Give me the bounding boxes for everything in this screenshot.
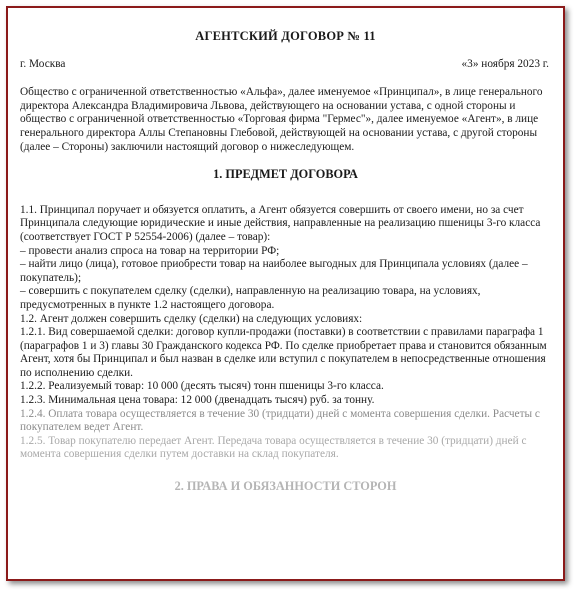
list-item-make-deal: – совершить с покупателем сделку (сделки), направленную на реализацию товара, на условиях, предусмотренных в пункте 1.2 настоящего договора. [20,285,481,311]
paragraph-1-2-3: 1.2.3. Минимальная цена товара: 12 000 (двенадцать тысяч) руб. за тонну. [20,394,375,407]
paragraph-1-2-5: 1.2.5. Товар покупателю передает Агент. Передача товара осуществляется в течение 30 (тридцати) дней с момента совершения сделки путем доставки на склад покупателя. [20,434,527,461]
section-1-title: 1. ПРЕДМЕТ ДОГОВОРА [213,167,358,182]
city-label: г. Москва [20,57,66,70]
list-item-find-buyer: – найти лицо (лица), готовое приобрести товар на наиболее выгодных для Принципала условиях (далее – покупатель); [20,258,528,284]
date-label: «3» ноября 2023 г. [461,57,549,70]
paragraph-1-2-1: 1.2.1. Вид совершаемой сделки: договор купли-продажи (поставки) в соответствии с правилами параграфа 1 (параграфов 1 и 3) главы 30 Гражданского кодекса РФ. По сделке приобретает права и становится обязанным Агент, хотя бы Принципал и был назван в сделке или вступил с покупателем в непосредственные отношения по исполнению сделки. [20,326,547,379]
document-title: АГЕНТСКИЙ ДОГОВОР № 11 [195,29,376,43]
paragraph-1-1: 1.1. Принципал поручает и обязуется оплатить, а Агент обязуется совершить от своего имени, но за счет Принципала следующие юридические и иные действия, направленные на реализацию пшеницы 3-го класса (соответствует ГОСТ Р 52554-2006) (далее – товар): [20,203,541,243]
paragraph-1-2-4: 1.2.4. Оплата товара осуществляется в течение 30 (тридцати) дней с момента совершения сделки. Расчеты с покупателем ведет Агент. [20,407,540,434]
paragraph-1-2-2: 1.2.2. Реализуемый товар: 10 000 (десять тысяч) тонн пшеницы 3-го класса. [20,380,384,393]
place-date-row [20,58,551,72]
paragraph-1-2: 1.2. Агент должен совершить сделку (сделки) на следующих условиях: [20,312,363,325]
section-2-title: 2. ПРАВА И ОБЯЗАННОСТИ СТОРОН [174,479,397,494]
intro-paragraph: Общество с ограниченной ответственностью «Альфа», далее именуемое «Принципал», в лице генерального директора Александра Владимировича Львова, действующего на основании устава, с одной стороны и общество с ограниченной ответственностью «Торговая фирма "Гермес"», далее именуемое «Агент», в лице генерального директора Аллы Степановны Глебовой, действующей на основании устава, с другой стороны (далее – Стороны) заключили настоящий договор о нижеследующем. [20,86,543,153]
document-frame [6,6,565,581]
document-content [20,30,551,516]
list-item-analysis: – провести анализ спроса на товар на территории РФ; [20,244,280,257]
